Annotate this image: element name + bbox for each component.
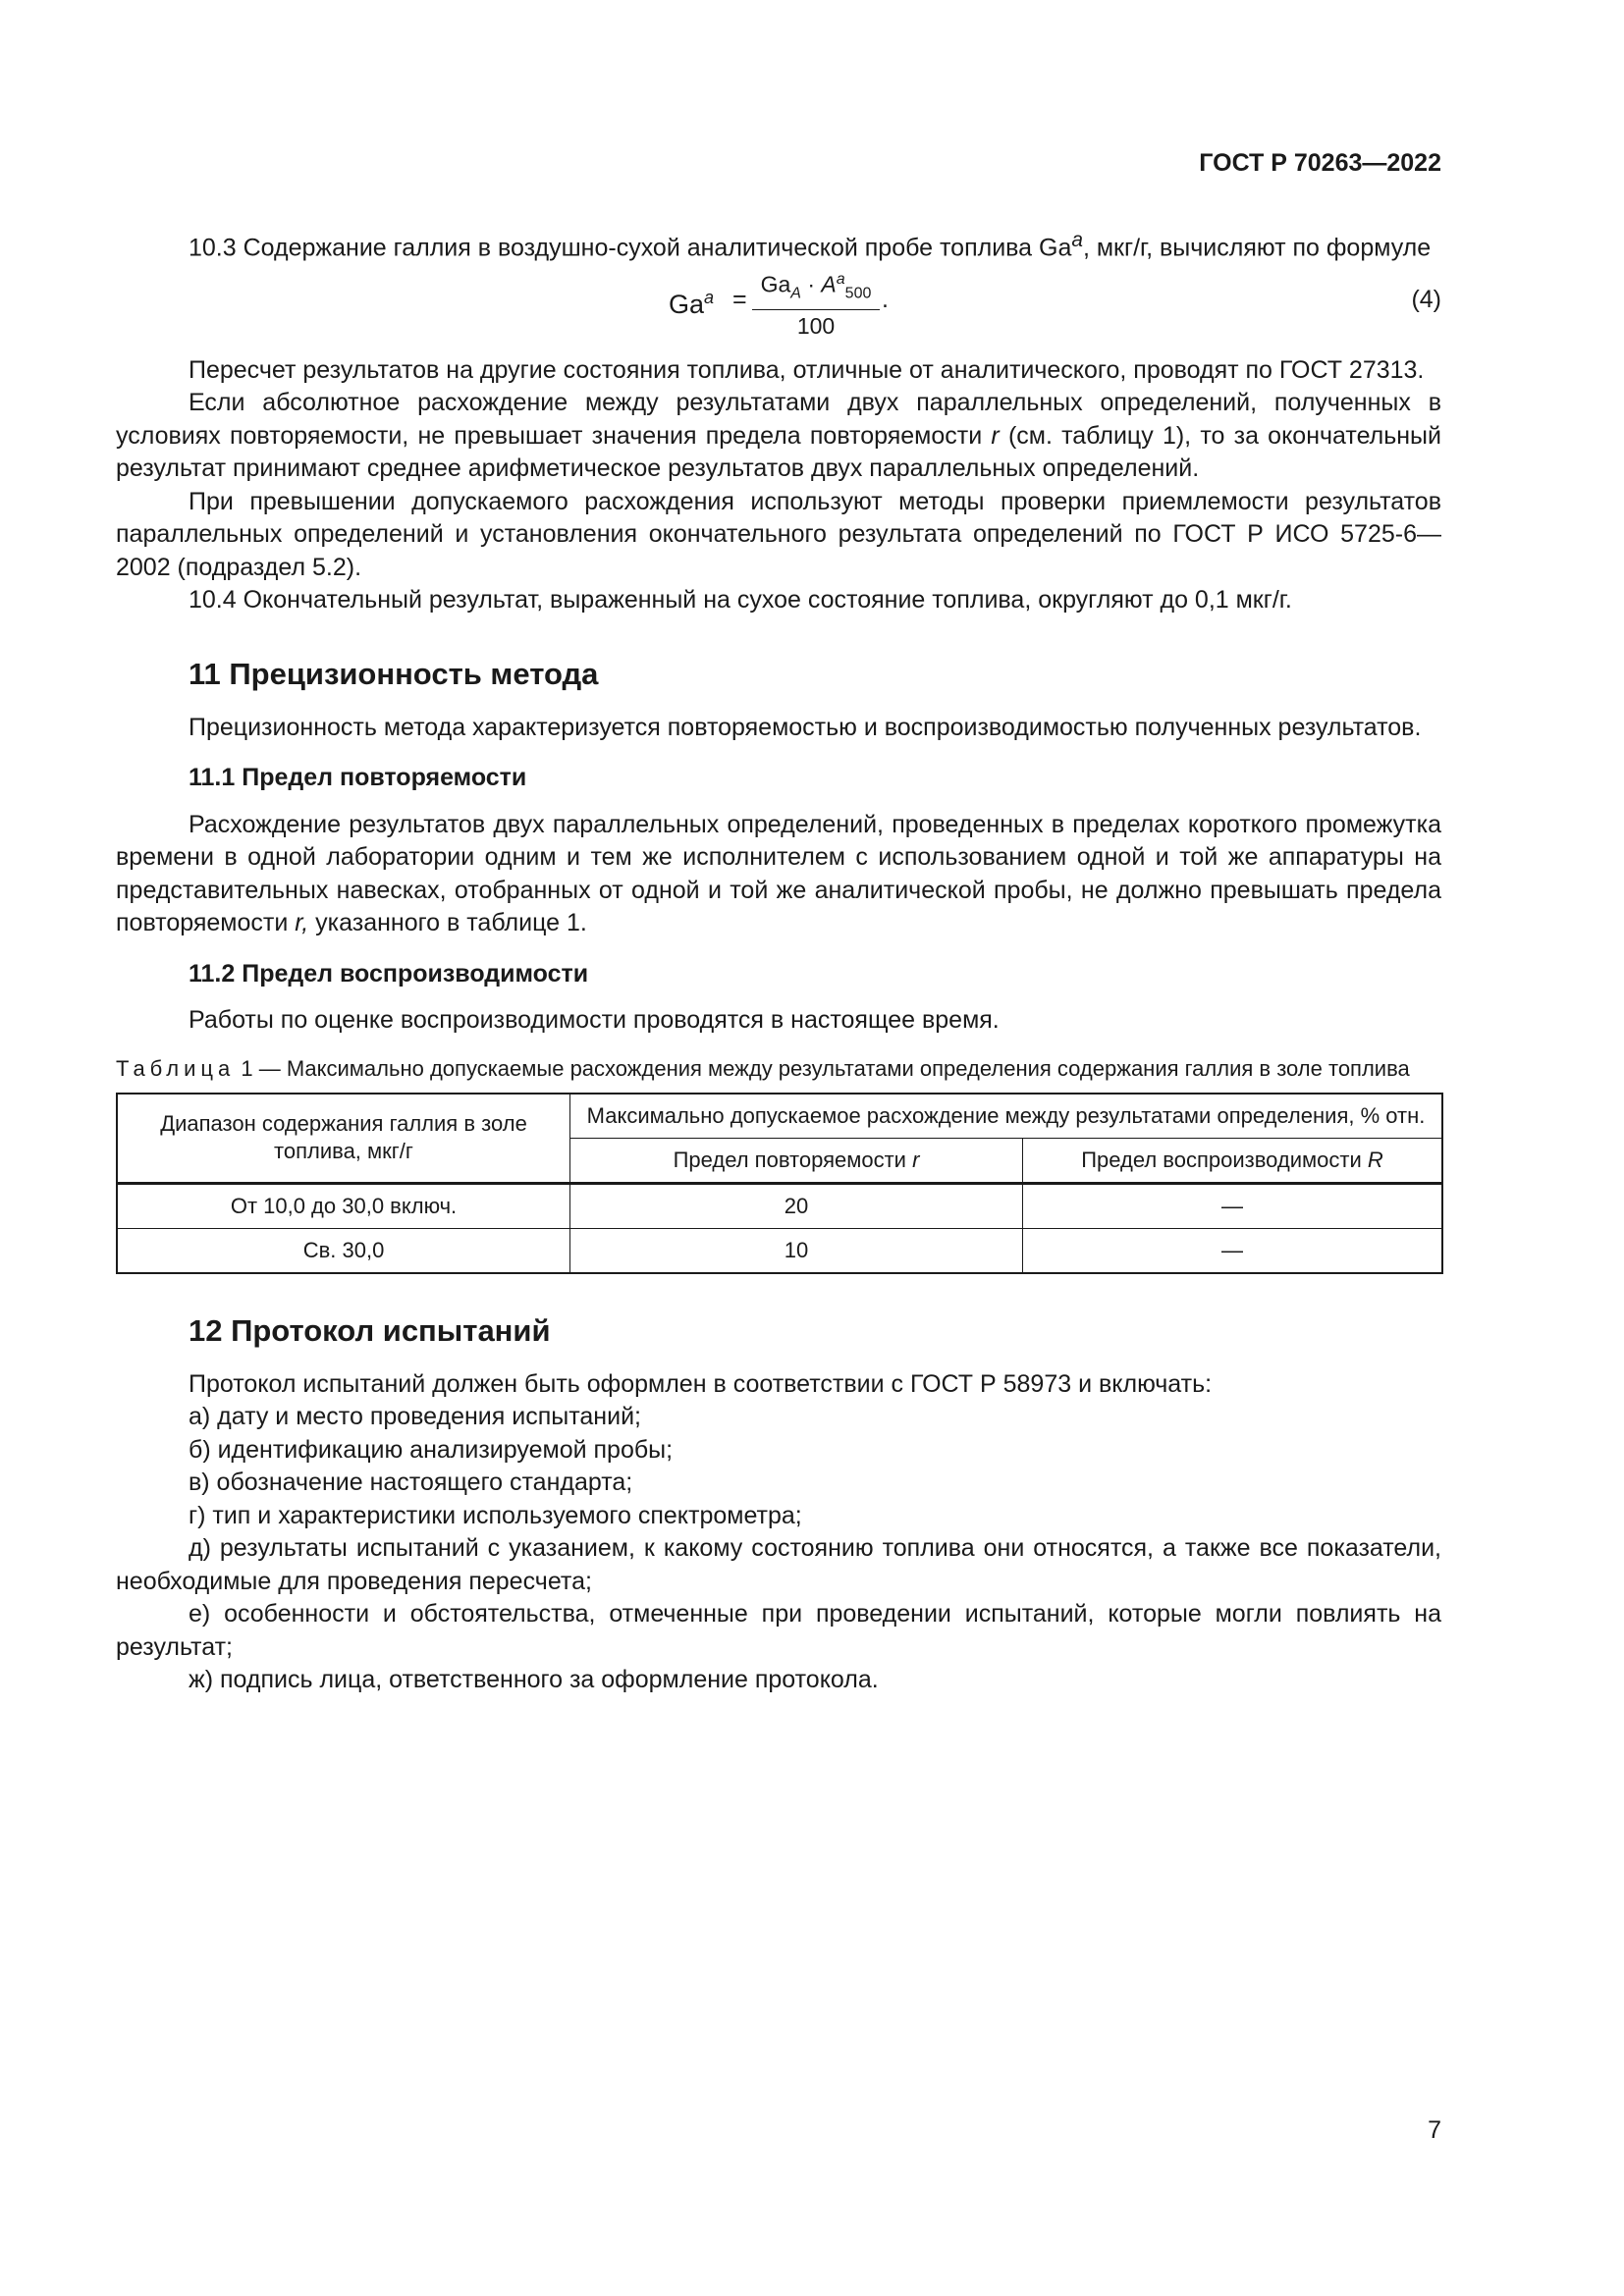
list-item: б) идентификацию анализируемой пробы; (189, 1435, 674, 1464)
paragraph-reproducibility: Работы по оценке воспроизводимости проводятся в настоящее время. (189, 1006, 1000, 1035)
table-row (117, 1183, 1442, 1228)
list-item: в) обозначение настоящего стандарта; (189, 1468, 633, 1497)
table-cell-R: — (1023, 1183, 1443, 1228)
paragraph-recalculation: Пересчет результатов на другие состояния топлива, отличные от аналитического, проводят по ГОСТ 27313. (189, 355, 1425, 384)
formula-fraction (752, 266, 880, 340)
paragraph-excess: При превышении допускаемого расхождения используют методы проверки приемлемости результатов параллельных определений и установления окончательного результата определений по ГОСТ Р ИСО 5725-6—2002 (подраздел 5.2). (116, 487, 1441, 581)
list-intro: Протокол испытаний должен быть оформлен в соответствии с ГОСТ Р 58973 и включать: (189, 1369, 1213, 1398)
table-header-max-difference: Максимально допускаемое расхождение между результатами определения, % отн. (570, 1094, 1443, 1139)
paragraph-absolute-difference: Если абсолютное расхождение между результатами двух параллельных определений, полученных в условиях повторяемости, не превышает значения предела повторяемости r (см. таблицу 1), то за окончательный результат принимают среднее арифметическое результатов двух параллельных определений. (116, 389, 1441, 483)
text-fragment: , мкг/г, вычисляют по формуле (1082, 234, 1432, 262)
table-cell-range: От 10,0 до 30,0 включ. (117, 1183, 570, 1228)
table-cell-r: 20 (570, 1183, 1023, 1228)
standard-designation: ГОСТ Р 70263—2022 (1199, 149, 1441, 177)
superscript: a (1071, 229, 1083, 251)
table-header-reproducibility: Предел воспроизводимости R (1023, 1138, 1443, 1183)
list-item: е) особенности и обстоятельства, отмеченные при проведении испытаний, которые могли повлиять на результат; (116, 1600, 1441, 1661)
table-header-repeatability: Предел повторяемости r (570, 1138, 1023, 1183)
formula-number: (4) (1411, 285, 1441, 313)
table-row (117, 1228, 1442, 1273)
heading-section-11: 11 Прецизионность метода (189, 656, 599, 691)
table-cell-r: 10 (570, 1228, 1023, 1273)
formula-4 (116, 270, 1441, 343)
heading-11-1: 11.1 Предел повторяемости (189, 764, 527, 792)
list-item: а) дату и место проведения испытаний; (189, 1403, 641, 1431)
protocol-list (116, 1368, 1441, 1697)
list-item: д) результаты испытаний с указанием, к какому состоянию топлива они относятся, а также все показатели, необходимые для проведения пересчета; (116, 1534, 1441, 1595)
formula-lhs: Ga$^a$ (669, 287, 715, 319)
table-cell-R: — (1023, 1228, 1443, 1273)
table-cell-range: Св. 30,0 (117, 1228, 570, 1273)
page-body (116, 224, 1441, 1697)
heading-section-12: 12 Протокол испытаний (189, 1312, 551, 1348)
formula-numerator: $Ga_A \cdot A^a_{500}$ (752, 266, 880, 310)
table-1 (116, 1093, 1443, 1274)
page-number: 7 (1428, 2116, 1441, 2144)
paragraph-precision-intro: Прецизионность метода характеризуется повторяемостью и воспроизводимостью полученных результатов. (189, 713, 1422, 741)
formula-equals: = (732, 285, 747, 313)
table-header-range: Диапазон содержания галлия в золе топлива, мкг/г (117, 1094, 570, 1184)
heading-11-2: 11.2 Предел воспроизводимости (189, 959, 589, 988)
paragraph-repeatability: Расхождение результатов двух параллельных определений, проведенных в пределах короткого промежутка времени в одной лаборатории одним и тем же исполнителем с использованием одной и той же аппаратуры на представительных навесках, отобранных от одной и той же аналитической пробы, не должно превышать предела повторяемости r, указанного в таблице 1. (116, 810, 1441, 937)
formula-period: . (882, 285, 889, 313)
text-fragment: 10.3 Содержание галлия в воздушно-сухой аналитической пробе топлива Ga (189, 234, 1072, 262)
paragraph-10-4: 10.4 Окончательный результат, выраженный на сухое состояние топлива, округляют до 0,1 мкг/г. (189, 586, 1292, 614)
list-item: г) тип и характеристики используемого спектрометра; (189, 1501, 802, 1529)
list-item: ж) подпись лица, ответственного за оформление протокола. (189, 1666, 879, 1694)
table-caption: Таблица 1 — Максимально допускаемые расхождения между результатами определения содержания галлия в золе топлива (116, 1055, 1410, 1081)
paragraph-10-3 (116, 224, 1441, 265)
formula-denominator: 100 (796, 313, 836, 340)
